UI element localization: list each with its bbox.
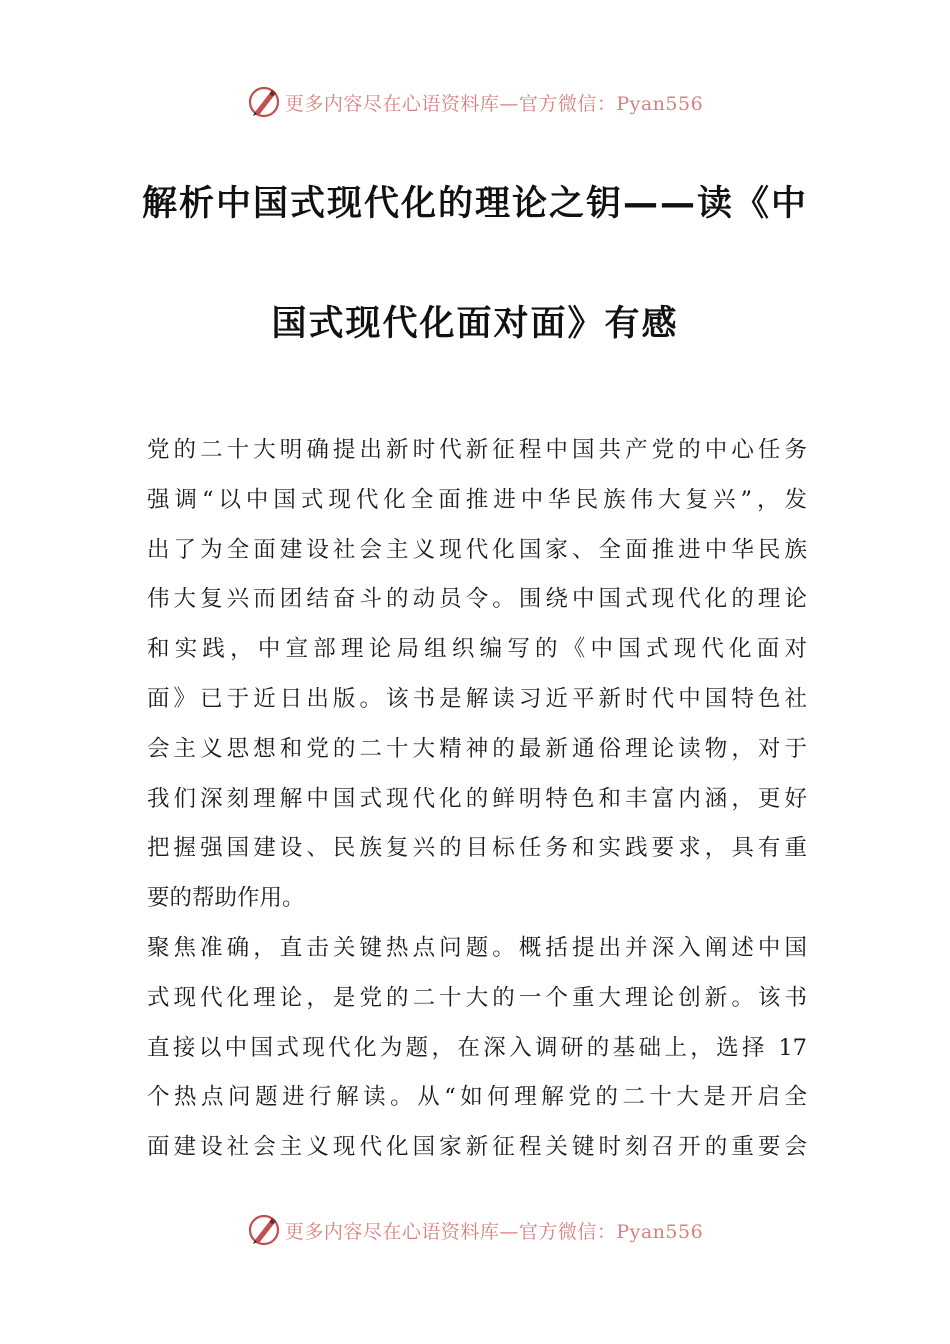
body-line: 直接以中国式现代化为题，在深入调研的基础上，选择 17 [147,1034,807,1061]
body-line: 强调“以中国式现代化全面推进中华民族伟大复兴”，发 [147,486,807,513]
body-line: 聚焦准确，直击关键热点问题。概括提出并深入阐述中国 [147,934,807,961]
body-line: 要的帮助作用。 [147,885,305,912]
body-line: 面》已于近日出版。该书是解读习近平新时代中国特色社 [147,685,807,712]
body-line: 个热点问题进行解读。从“如何理解党的二十大是开启全 [147,1084,807,1111]
document-title-line-1: 解析中国式现代化的理论之钥——读《中 [141,184,808,224]
body-line: 出了为全面建设社会主义现代化国家、全面推进中华民族 [147,536,807,563]
body-line: 和实践，中宣部理论局组织编写的《中国式现代化面对 [147,636,807,663]
pen-circle-logo-icon [247,1213,281,1247]
body-line: 会主义思想和党的二十大精神的最新通俗理论读物，对于 [147,735,807,762]
pen-circle-logo-icon [247,85,281,119]
body-line: 党的二十大明确提出新时代新征程中国共产党的中心任务 [147,437,807,463]
header-watermark [0,82,950,122]
article-body [147,426,807,1173]
body-line: 我们深刻理解中国式现代化的鲜明特色和丰富内涵，更好 [147,785,807,812]
watermark-text: 更多内容尽在心语资料库—官方微信：Pyan556 [284,92,704,115]
body-line: 把握强国建设、民族复兴的目标任务和实践要求，具有重 [147,835,807,862]
footer-watermark [0,1210,950,1250]
body-line: 面建设社会主义现代化国家新征程关键时刻召开的重要会 [147,1134,807,1161]
watermark-text: 更多内容尽在心语资料库—官方微信：Pyan556 [284,1220,704,1243]
body-line: 伟大复兴而团结奋斗的动员令。围绕中国式现代化的理论 [147,586,807,613]
body-line: 式现代化理论，是党的二十大的一个重大理论创新。该书 [147,984,807,1011]
document-title-line-2: 国式现代化面对面》有感 [271,304,679,344]
